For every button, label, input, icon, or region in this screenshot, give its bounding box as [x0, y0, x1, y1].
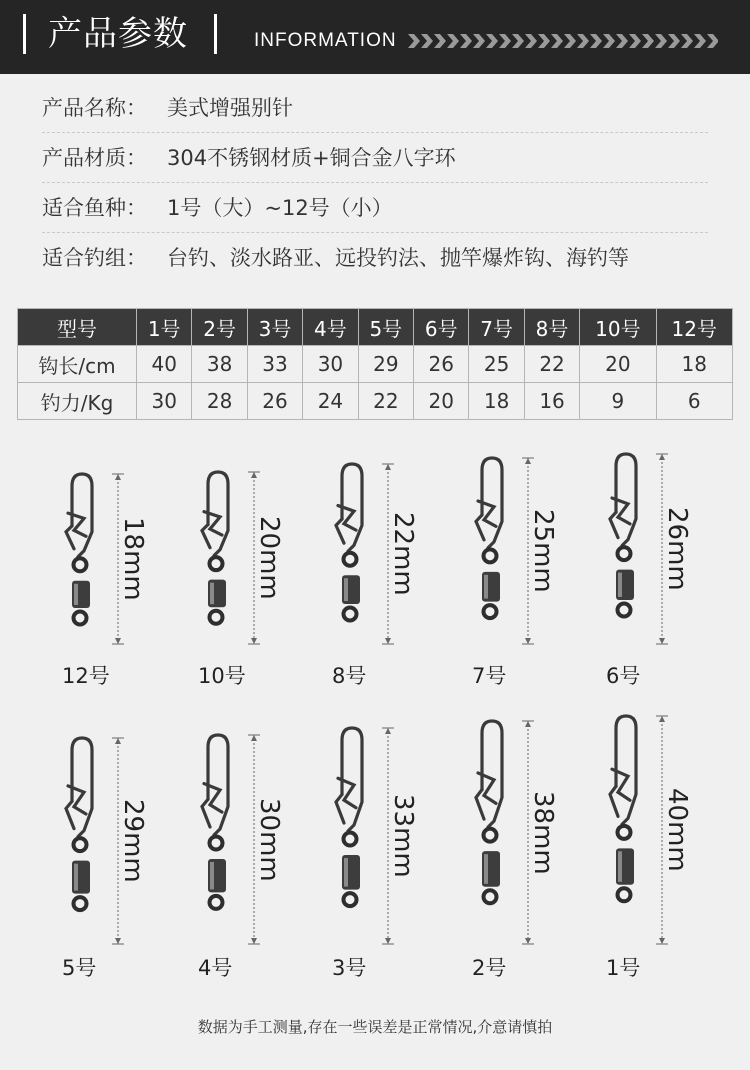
info-value: 台钓、淡水路亚、远投钓法、抛竿爆炸钩、海钓等: [167, 246, 629, 270]
chevrons-decoration: [408, 34, 718, 48]
snap-size-label: 40mm: [662, 788, 692, 872]
table-cell: 29: [358, 346, 413, 383]
snap-model-label: 3号: [332, 956, 367, 980]
info-value: 美式增强别针: [167, 96, 293, 120]
table-cell: 28: [192, 383, 247, 420]
section-header: [0, 0, 750, 74]
snap-size-label: 29mm: [118, 799, 148, 883]
table-header-cell: 6号: [414, 309, 469, 346]
table-cell: 16: [524, 383, 579, 420]
divider: [42, 182, 708, 183]
snap-size-label: 18mm: [118, 517, 148, 601]
table-header-cell: 4号: [303, 309, 358, 346]
info-label: 适合钓组：: [42, 246, 147, 270]
table-cell: 26: [414, 346, 469, 383]
table-row: [18, 383, 733, 420]
table-cell: 22: [524, 346, 579, 383]
info-label: 产品材质：: [42, 146, 147, 170]
info-value: 1号（大）~12号（小）: [167, 196, 393, 220]
table-header-cell: 2号: [192, 309, 247, 346]
divider: [42, 232, 708, 233]
snap-size-label: 25mm: [528, 509, 558, 593]
table-cell: 18: [469, 383, 524, 420]
table-cell: 25: [469, 346, 524, 383]
snap-model-label: 5号: [62, 956, 97, 980]
divider: [42, 132, 708, 133]
table-header-cell: 12号: [656, 309, 732, 346]
snap-size-label: 33mm: [388, 794, 418, 878]
snap-model-label: 6号: [606, 664, 641, 688]
table-header-row: [18, 309, 733, 346]
info-row-fish: [42, 194, 393, 222]
table-cell: 6: [656, 383, 732, 420]
snap-model-label: 8号: [332, 664, 367, 688]
table-header-cell: 10号: [580, 309, 656, 346]
table-cell: 18: [656, 346, 732, 383]
table-cell: 40: [137, 346, 192, 383]
table-header-cell: 3号: [247, 309, 302, 346]
table-cell: 24: [303, 383, 358, 420]
table-cell: 钩长/cm: [18, 346, 137, 383]
snap-model-label: 2号: [472, 956, 507, 980]
info-value: 304不锈钢材质+铜合金八字环: [167, 146, 456, 170]
snap-size-label: 30mm: [254, 797, 284, 882]
table-cell: 38: [192, 346, 247, 383]
section-subtitle: INFORMATION: [254, 30, 397, 51]
footer-note: 数据为手工测量,存在一些误差是正常情况,介意请慎拍: [197, 1018, 553, 1036]
table-cell: 30: [137, 383, 192, 420]
table-header-cell: 8号: [524, 309, 579, 346]
snap-model-label: 4号: [198, 956, 233, 980]
table-header-cell: 5号: [358, 309, 413, 346]
table-cell: 20: [580, 346, 656, 383]
snap-model-label: 1号: [606, 956, 641, 980]
info-row-material: [42, 144, 456, 172]
table-header-cell: 1号: [137, 309, 192, 346]
table-header-cell: 型号: [18, 309, 137, 346]
snap-model-label: 10号: [198, 664, 246, 688]
snap-size-label: 26mm: [662, 507, 692, 591]
table-cell: 钓力/Kg: [18, 383, 137, 420]
header-bar-left: [23, 14, 26, 54]
info-label: 产品名称：: [42, 96, 147, 120]
snap-model-label: 7号: [472, 664, 507, 688]
snap-size-label: 20mm: [254, 516, 284, 600]
info-row-rig: [42, 244, 629, 272]
snap-size-label: 22mm: [388, 512, 418, 596]
info-row-name: [42, 94, 293, 122]
spec-table: [17, 308, 733, 420]
table-cell: 26: [247, 383, 302, 420]
table-row: [18, 346, 733, 383]
table-cell: 9: [580, 383, 656, 420]
table-cell: 33: [247, 346, 302, 383]
table-cell: 30: [303, 346, 358, 383]
snap-size-label: 38mm: [528, 790, 558, 875]
snap-model-label: 12号: [62, 664, 110, 688]
table-cell: 22: [358, 383, 413, 420]
section-title: 产品参数: [48, 14, 188, 54]
table-cell: 20: [414, 383, 469, 420]
header-bar-right: [214, 14, 217, 54]
info-label: 适合鱼种：: [42, 196, 147, 220]
table-header-cell: 7号: [469, 309, 524, 346]
